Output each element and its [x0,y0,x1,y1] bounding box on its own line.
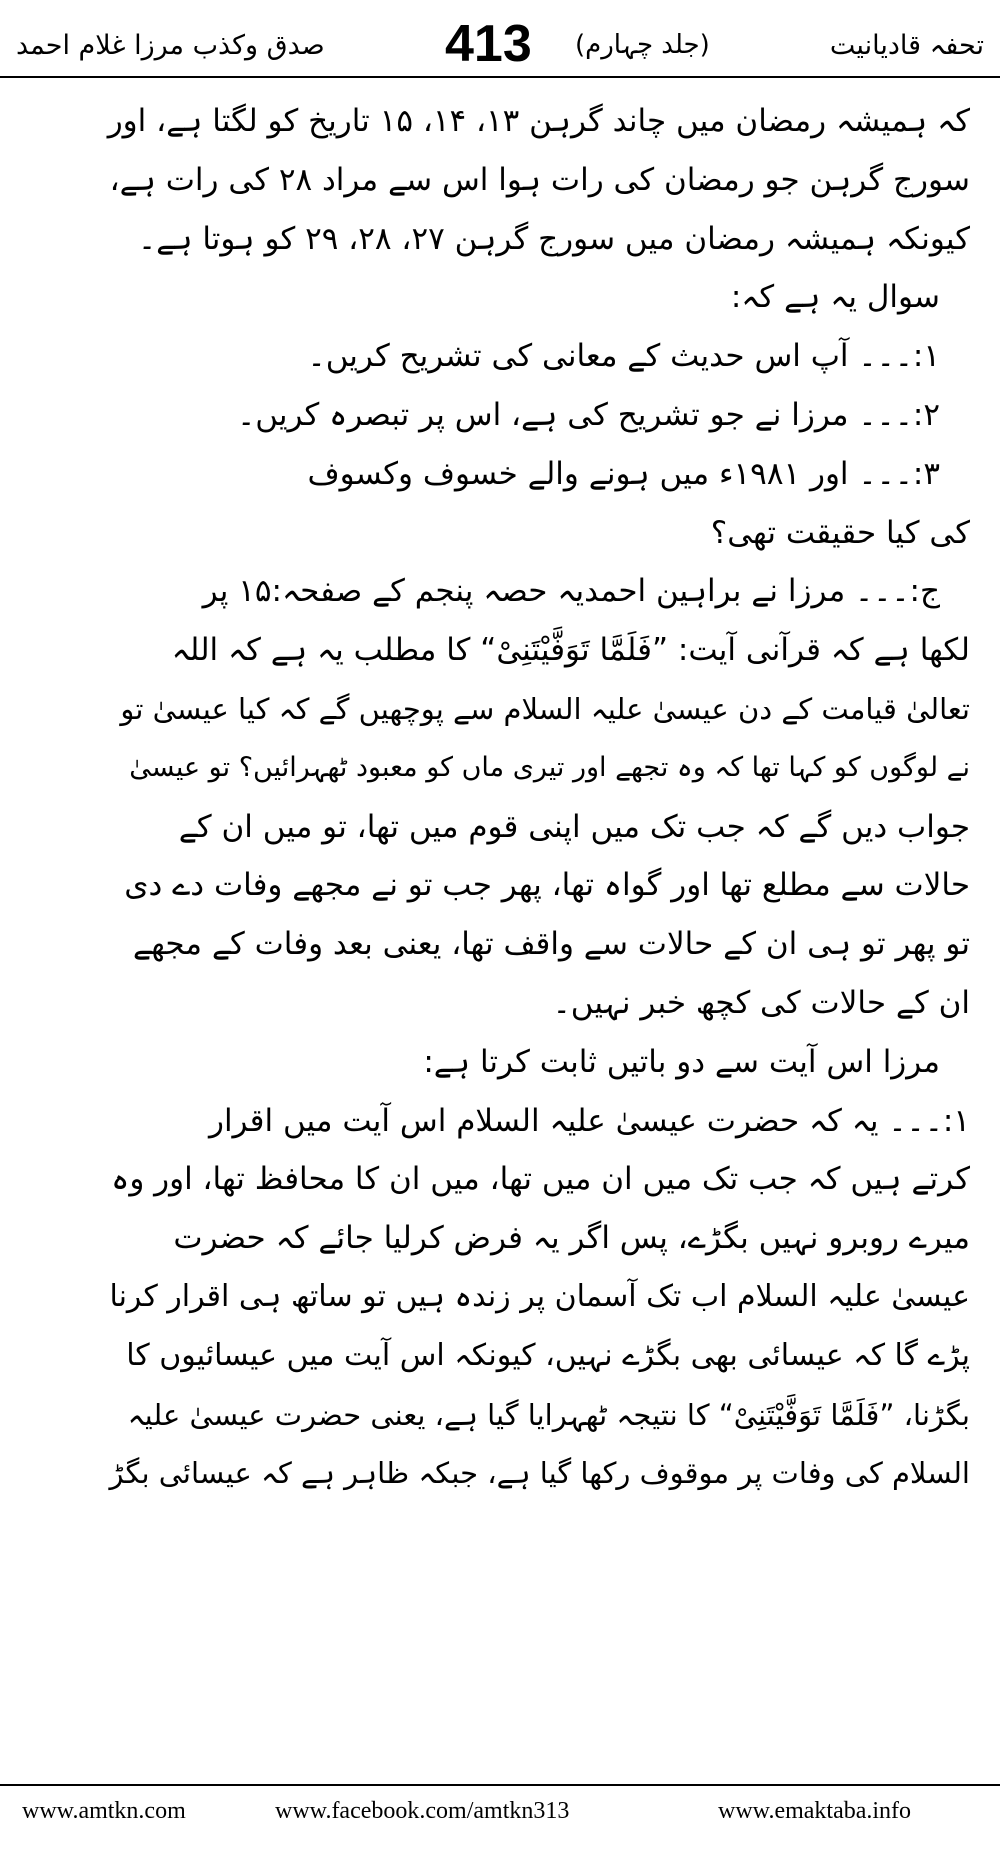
body-text-line: ۲:۔۔۔ مرزا نے جو تشریح کی ہے، اس پر تبصرہ کریں۔ [237,396,940,433]
body-text-line: مرزا اس آیت سے دو باتیں ثابت کرتا ہے: [423,1043,940,1080]
volume-label: (جلد چہارم) [575,30,710,60]
body-text-line: میرے روبرو نہیں بگڑے، پس اگر یہ فرض کرلیا جائے کہ حضرت [173,1220,970,1257]
body-text-line: تو پھر تو ہی ان کے حالات سے واقف تھا، یعنی بعد وفات کے مجھے [132,926,970,963]
footer-divider [0,1784,1000,1786]
body-text-line: عیسیٰ علیہ السلام اب تک آسمان پر زندہ ہیں تو ساتھ ہی اقرار کرنا [109,1278,970,1314]
body-text-line: سوال یہ ہے کہ: [730,279,940,316]
body-text-line: لکھا ہے کہ قرآنی آیت: ”فَلَمَّا تَوَفَّیْتَنِیْ“ کا مطلب یہ ہے کہ اللہ [171,632,970,669]
body-text-line: کرتے ہیں کہ جب تک میں ان میں تھا، میں ان کا محافظ تھا، اور وہ [111,1161,970,1198]
body-text-line: کہ ہمیشہ رمضان میں چاند گرہن ۱۳، ۱۴، ۱۵ تاریخ کو لگتا ہے، اور [107,103,970,139]
header-divider [0,76,1000,78]
page-body [108,92,970,1503]
page-number: 413 [445,15,532,73]
body-text-line: ۱:۔۔۔ آپ اس حدیث کے معانی کی تشریح کریں۔ [307,338,940,375]
body-text-line: بگڑنا، ”فَلَمَّا تَوَفَّیْتَنِیْ“ کا نتیجہ ٹھہرایا گیا ہے، یعنی حضرت عیسیٰ علیہ [127,1397,970,1432]
body-text-line: السلام کی وفات پر موقوف رکھا گیا ہے، جبکہ ظاہر ہے کہ عیسائی بگڑ [109,1456,970,1491]
body-text-line: ۱:۔۔۔ یہ کہ حضرت عیسیٰ علیہ السلام اس آیت میں اقرار [208,1102,970,1139]
chapter-title: صدق وکذب مرزا غلام احمد [16,30,325,61]
body-text-line: پڑے گا کہ عیسائی بھی بگڑے نہیں، کیونکہ اس آیت میں عیسائیوں کا [126,1337,970,1373]
page-footer [0,1792,1000,1832]
body-text-line: ج:۔۔۔ مرزا نے براہین احمدیہ حصہ پنجم کے صفحہ:۱۵ پر [202,573,940,610]
footer-link-facebook[interactable]: www.facebook.com/amtkn313 [275,1798,570,1824]
page-header [0,15,1000,73]
book-title: تحفہ قادیانیت [829,30,984,61]
body-text-line: سورج گرہن جو رمضان کی رات ہوا اس سے مراد ۲۸ کی رات ہے، [109,161,970,198]
body-text-line: ۳:۔۔۔ اور ۱۹۸۱ء میں ہونے والے خسوف وکسوف [307,455,940,492]
body-text-line: نے لوگوں کو کہا تھا کہ وہ تجھے اور تیری ماں کو معبود ٹھہرائیں؟ تو عیسیٰ [129,751,970,783]
body-text-line: جواب دیں گے کہ جب تک میں اپنی قوم میں تھا، تو میں ان کے [178,808,970,845]
body-text-line: تعالیٰ قیامت کے دن عیسیٰ علیہ السلام سے پوچھیں گے کہ کیا عیسیٰ تو [120,691,970,726]
body-text-line: کیونکہ ہمیشہ رمضان میں سورج گرہن ۲۷، ۲۸، ۲۹ کو ہوتا ہے۔ [138,220,970,257]
body-text-line: ان کے حالات کی کچھ خبر نہیں۔ [552,984,970,1021]
body-text-line: کی کیا حقیقت تھی؟ [710,514,970,551]
footer-link-amtkn[interactable]: www.amtkn.com [22,1798,186,1824]
footer-link-emaktaba[interactable]: www.emaktaba.info [718,1798,912,1824]
body-text-line: حالات سے مطلع تھا اور گواہ تھا، پھر جب تو نے مجھے وفات دے دی [124,867,970,904]
